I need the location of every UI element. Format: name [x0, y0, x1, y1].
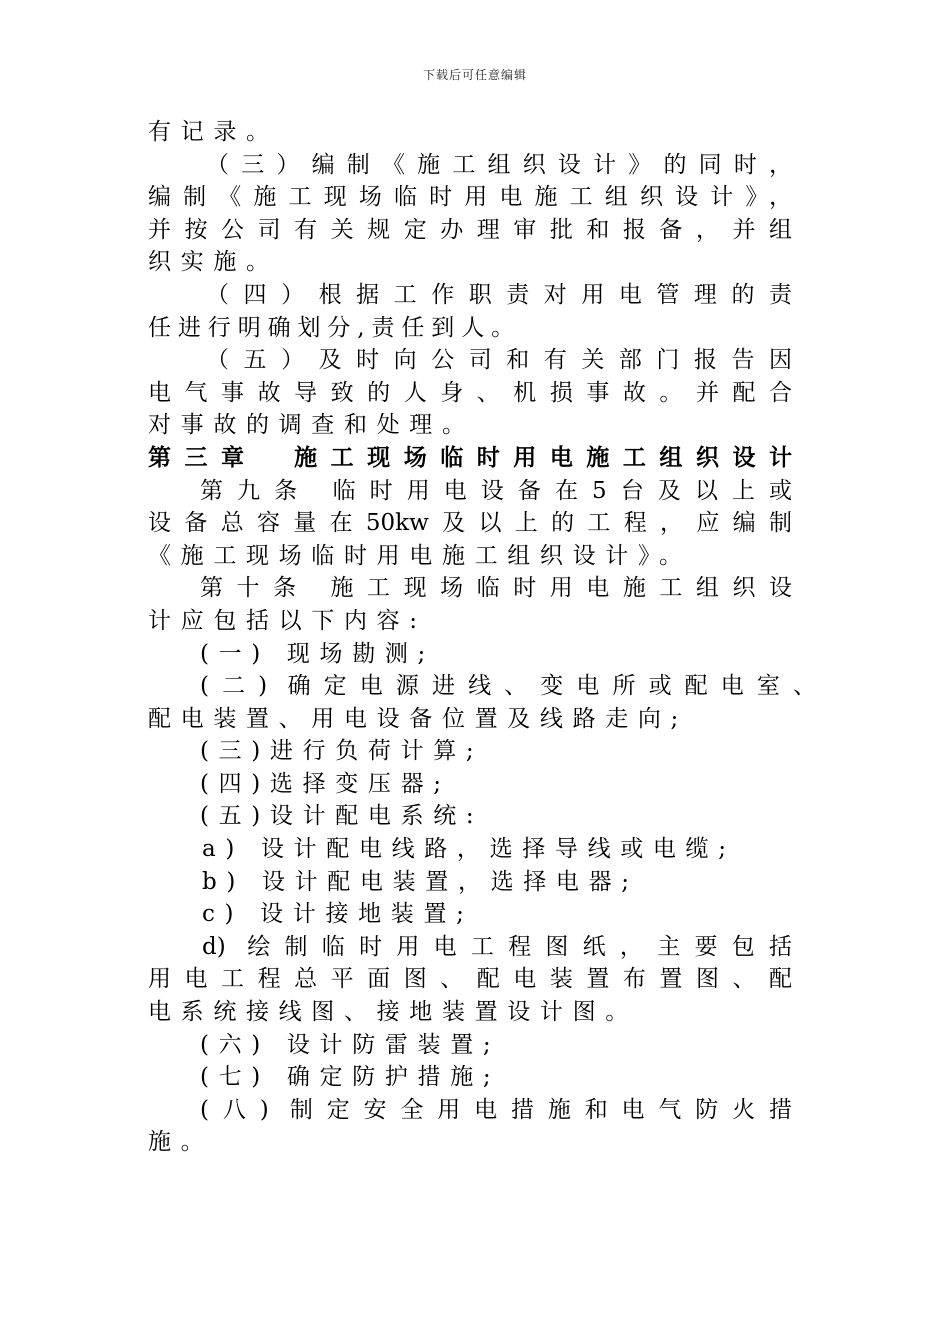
text-line: 设备总容量在50kw及以上的工程，应编制	[148, 510, 792, 537]
text-line: 配电装置、用电设备位置及线路走向;	[148, 705, 688, 732]
text-line: 《施工现场临时用电施工组织设计》。	[148, 542, 692, 569]
document-body	[148, 116, 828, 1159]
list-item: (五)设计配电系统:	[200, 803, 484, 830]
text-line: （四）根据工作职责对用电管理的责	[206, 281, 792, 308]
list-item: (二) 确定电源进线、变电所或配电室、	[200, 673, 816, 700]
list-item: (八) 制定安全用电措施和电气防火措	[200, 1096, 792, 1123]
text-line: 计应包括以下内容:	[148, 607, 427, 634]
text-line: 织实施。	[148, 249, 279, 276]
text-line: 对事故的调查和处理。	[148, 412, 475, 439]
text-line: 电系统接线图、接地装置设计图。	[148, 999, 638, 1026]
text-line: 编制《施工现场临时用电施工组织设计》，	[148, 184, 792, 211]
text-line: 施。	[148, 1129, 214, 1156]
text-line: 并按公司有关规定办理审批和报备，并组	[148, 216, 792, 243]
text-line: 任进行明确划分,责任到人。	[148, 314, 522, 341]
list-item: (一) 现场勘测;	[200, 640, 435, 667]
list-item: (六) 设计防雷装置;	[200, 1031, 501, 1058]
list-item: (四)选择变压器;	[200, 770, 451, 797]
list-item: c) 设计接地装置;	[202, 901, 474, 928]
text-line: 第九条 临时用电设备在5台及以上或	[200, 477, 792, 504]
list-item: d) 绘制临时用电工程图纸，主要包括	[202, 933, 792, 960]
text-line: 用电工程总平面图、配电装置布置图、配	[148, 966, 792, 993]
list-item: a) 设计配电线路，选择导线或电缆;	[202, 836, 736, 863]
text-line: （五）及时向公司和有关部门报告因	[206, 347, 792, 374]
page-header: 下载后可任意编辑	[422, 68, 527, 82]
text-line: 有记录。	[148, 119, 279, 145]
text-line: （三）编制《施工组织设计》的同时，	[206, 151, 792, 178]
list-item: b) 设计配电装置，选择电器;	[202, 868, 639, 895]
list-item: (三)进行负荷计算;	[200, 738, 484, 765]
text-line: 电气事故导致的人身、机损事故。并配合	[148, 379, 792, 406]
text-line: 第十条 施工现场临时用电施工组织设	[200, 575, 792, 602]
list-item: (七) 确定防护措施;	[200, 1064, 501, 1091]
chapter-heading: 第三章 施工现场临时用电施工组织设计	[148, 444, 792, 471]
